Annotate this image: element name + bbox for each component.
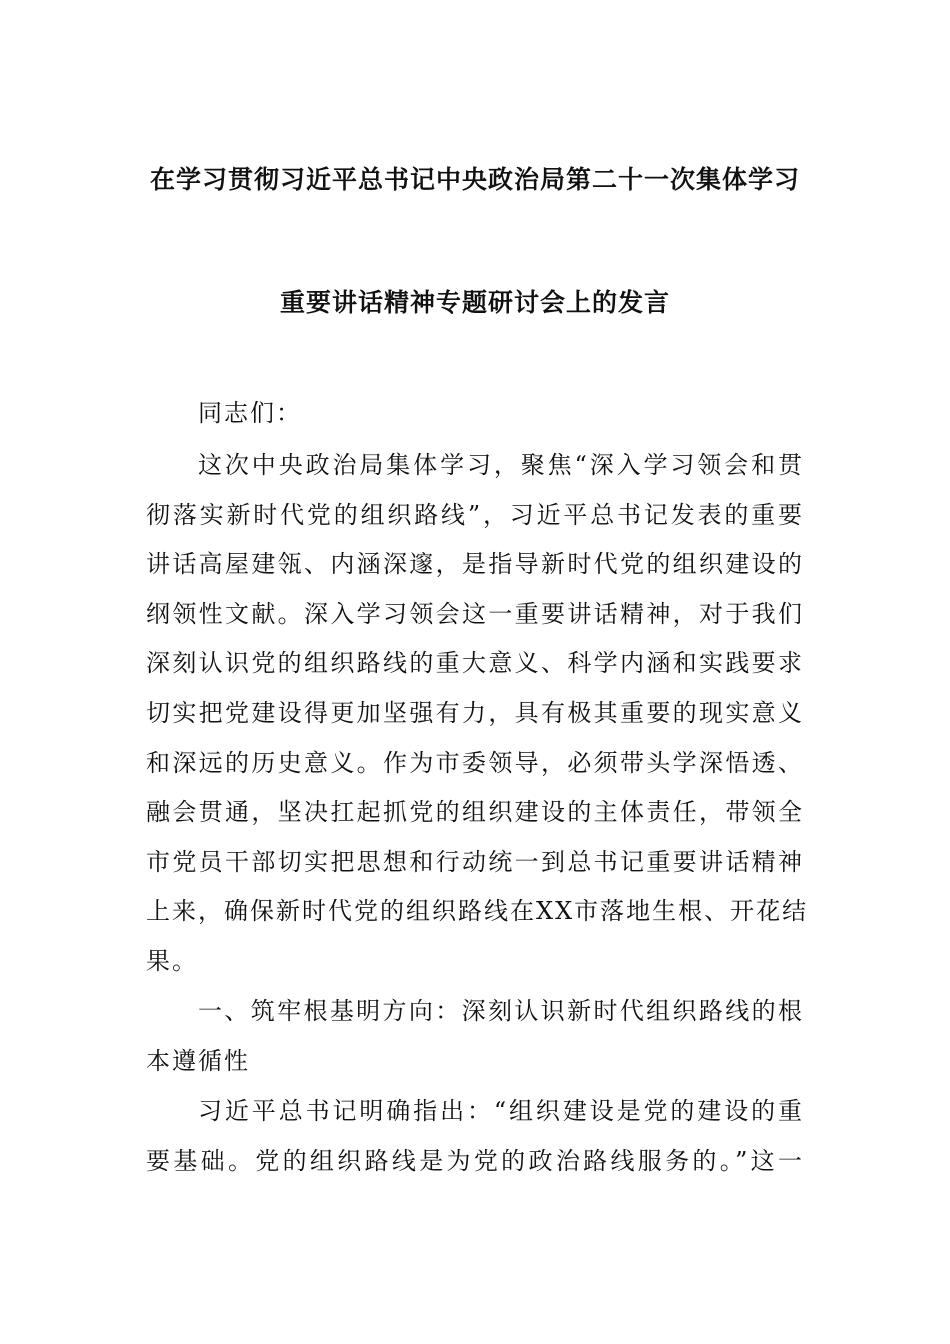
section-heading-1 — [146, 987, 804, 1086]
paragraph-line: 切实把党建设得更加坚强有力，具有极其重要的现实意义 — [146, 698, 804, 727]
paragraph-line: 这次中央政治局集体学习，聚焦“深入学习领会和贯 — [198, 451, 804, 479]
paragraph-line: 要基础。党的组织路线是为党的政治路线服务的。”这一 — [146, 1146, 804, 1175]
paragraph-quote — [146, 1087, 804, 1186]
paragraph-line: 彻落实新时代党的组织路线”，习近平总书记发表的重要 — [146, 500, 804, 529]
paragraph-line: 上来，确保新时代党的组织路线在XX市落地生根、开花结 — [146, 897, 809, 926]
paragraph-line: 融会贯通，坚决扛起抓党的组织建设的主体责任，带领全 — [146, 798, 804, 827]
paragraph-intro — [146, 441, 809, 987]
paragraph-line: 和深远的历史意义。作为市委领导，必须带头学深悟透、 — [146, 748, 804, 777]
salutation: 同志们： — [198, 399, 302, 427]
paragraph-line: 纲领性文献。深入学习领会这一重要讲话精神，对于我们 — [146, 599, 804, 628]
paragraph-line: 习近平总书记明确指出：“组织建设是党的建设的重 — [198, 1097, 804, 1125]
document-title-line-2: 重要讲话精神专题研讨会上的发言 — [279, 288, 670, 317]
paragraph-line: 果。 — [146, 946, 198, 975]
paragraph-line: 深刻认识党的组织路线的重大意义、科学内涵和实践要求 — [146, 649, 804, 678]
document-title-line-1: 在学习贯彻习近平总书记中央政治局第二十一次集体学习 — [149, 165, 800, 194]
paragraph-line: 市党员干部切实把思想和行动统一到总书记重要讲话精神 — [146, 847, 804, 876]
heading-line: 一、筑牢根基明方向：深刻认识新时代组织路线的根 — [198, 997, 804, 1025]
paragraph-line: 讲话高屋建瓴、内涵深邃，是指导新时代党的组织建设的 — [146, 550, 804, 579]
heading-line: 本遵循性 — [146, 1046, 250, 1075]
